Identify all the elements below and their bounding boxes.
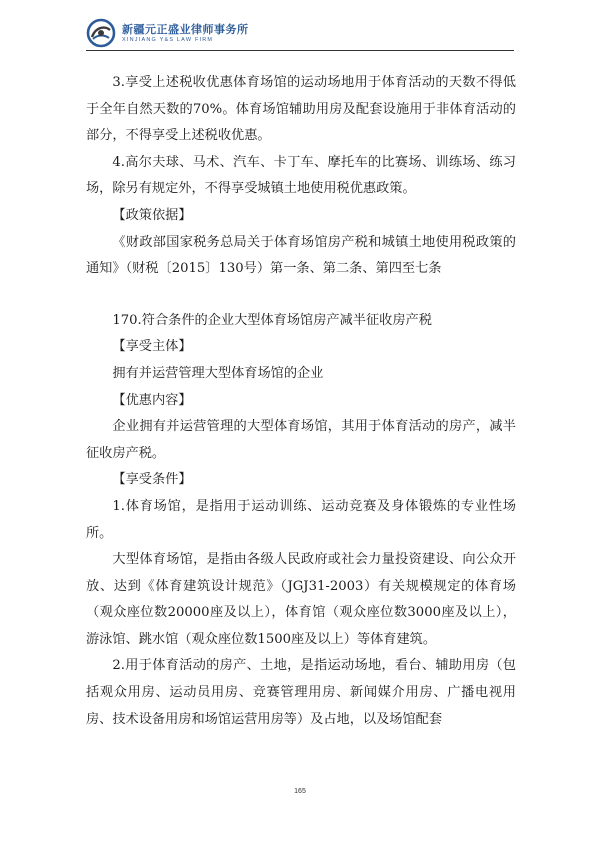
paragraph-beneficiary: 拥有并运营管理大型体育场馆的企业 bbox=[112, 365, 324, 381]
page-header bbox=[86, 14, 249, 52]
header-divider bbox=[86, 50, 514, 51]
paragraph-policy-citation: 《财政部国家税务总局关于体育场馆房产税和城镇土地使用税政策的通知》（财税〔2015〕130号）第一条、第二条、第四至七条 bbox=[86, 234, 516, 277]
section-heading-conditions: 【享受条件】 bbox=[112, 472, 192, 488]
item-title-170: 170.符合条件的企业大型体育场馆房产减半征收房产税 bbox=[112, 312, 432, 328]
firm-name-block bbox=[122, 23, 249, 44]
section-heading-preference: 【优惠内容】 bbox=[112, 392, 192, 408]
page-number: 165 bbox=[294, 788, 306, 795]
paragraph-condition-4: 4.高尔夫球、马术、汽车、卡丁车、摩托车的比赛场、训练场、练习场，除另有规定外，不得享受城镇土地使用税优惠政策。 bbox=[86, 154, 516, 197]
document-body bbox=[86, 70, 516, 733]
paragraph-condition-3: 3.享受上述税收优惠体育场馆的运动场地用于体育活动的天数不得低于全年自然天数的70%。体育场馆辅助用房及配套设施用于非体育活动的部分，不得享受上述税收优惠。 bbox=[86, 75, 516, 144]
firm-name-cn: 新疆元正盛业律师事务所 bbox=[122, 22, 249, 36]
paragraph-preference: 企业拥有并运营管理的大型体育场馆，其用于体育活动的房产，减半征收房产税。 bbox=[86, 419, 516, 461]
firm-name-en: XINJIANG Y&S LAW FIRM bbox=[122, 36, 214, 43]
paragraph-condition-1: 1.体育场馆，是指用于运动训练、运动竞赛及身体锻炼的专业性场所。 bbox=[86, 498, 516, 541]
blank-line bbox=[86, 283, 516, 308]
firm-logo-icon bbox=[86, 18, 116, 48]
paragraph-large-venue-definition: 大型体育场馆，是指由各级人民政府或社会力量投资建设、向公众开放、达到《体育建筑设计规范》（JGJ31-2003）有关规模规定的体育场（观众座位数20000座及以上），体育馆（观众座位数3000座及以上），游泳馆、跳水馆（观众座位数1500座及以上）等体育建筑。 bbox=[86, 552, 516, 647]
section-heading-policy-basis: 【政策依据】 bbox=[112, 207, 192, 223]
paragraph-condition-2: 2.用于体育活动的房产、土地，是指运动场地，看台、辅助用房（包括观众用房、运动员用房、竞赛管理用房、新闻媒介用房、广播电视用房、技术设备用房和场馆运营用房等）及占地，以及场馆配套 bbox=[86, 658, 516, 727]
section-heading-beneficiary: 【享受主体】 bbox=[112, 339, 192, 355]
